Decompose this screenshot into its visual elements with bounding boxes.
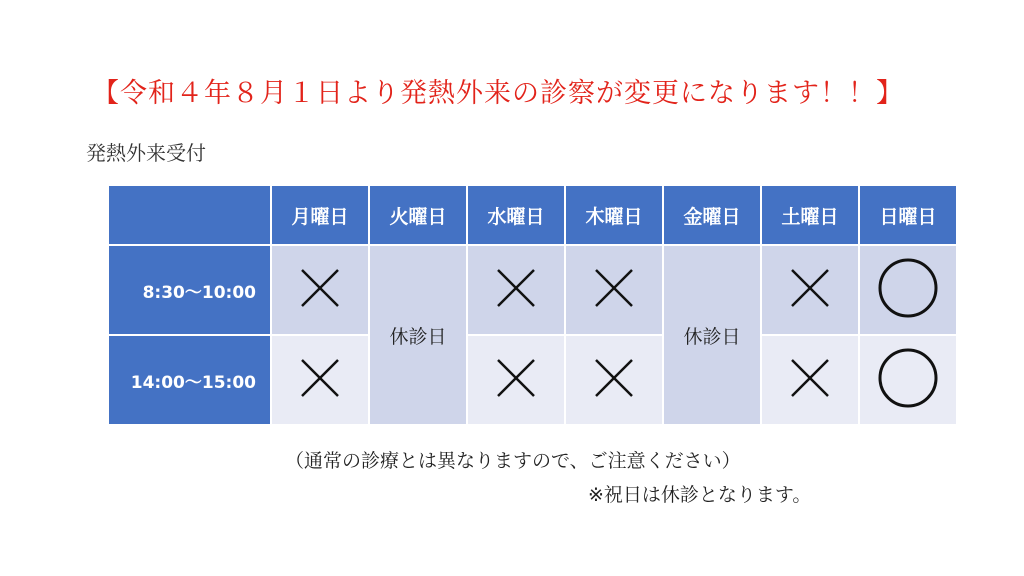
closed-cell-fri: 休診日 (663, 245, 761, 425)
slot-row-afternoon (108, 335, 957, 425)
cell-mon-afternoon (271, 335, 369, 425)
cross-shape (494, 266, 538, 310)
slot-time: 14:00～15:00 (108, 335, 271, 425)
day-header-tue: 火曜日 (369, 185, 467, 245)
circle-icon (876, 346, 940, 414)
slot-time: 8:30～10:00 (108, 245, 271, 335)
cell-mon-morning (271, 245, 369, 335)
cross-shape (592, 266, 636, 310)
cross-shape (788, 266, 832, 310)
day-header-wed: 水曜日 (467, 185, 565, 245)
cell-sun-afternoon (859, 335, 957, 425)
cell-thu-afternoon (565, 335, 663, 425)
cell-wed-morning (467, 245, 565, 335)
cell-sat-morning (761, 245, 859, 335)
holiday-note: ※祝日は休診となります。 (588, 484, 812, 506)
notice-note: （通常の診療とは異なりますので、ご注意ください） (285, 450, 741, 472)
slot-row-morning (108, 245, 957, 335)
cross-icon (298, 266, 342, 314)
day-header-thu: 木曜日 (565, 185, 663, 245)
circle-shape (876, 256, 940, 320)
cross-icon (298, 356, 342, 404)
cross-shape (298, 266, 342, 310)
day-header-sat: 土曜日 (761, 185, 859, 245)
notice-subtitle: 発熱外来受付 (86, 141, 206, 165)
cross-icon (592, 266, 636, 314)
day-header-mon: 月曜日 (271, 185, 369, 245)
corner-cell (108, 185, 271, 245)
cell-thu-morning (565, 245, 663, 335)
cross-icon (788, 356, 832, 404)
cell-wed-afternoon (467, 335, 565, 425)
cross-shape (298, 356, 342, 400)
header-row (108, 185, 957, 245)
cross-icon (788, 266, 832, 314)
cross-shape (788, 356, 832, 400)
day-header-sun: 日曜日 (859, 185, 957, 245)
cell-sun-morning (859, 245, 957, 335)
cross-shape (494, 356, 538, 400)
cross-icon (494, 266, 538, 314)
circle-shape (876, 346, 940, 410)
schedule-table (107, 184, 958, 426)
closed-cell-tue: 休診日 (369, 245, 467, 425)
cell-sat-afternoon (761, 335, 859, 425)
day-header-fri: 金曜日 (663, 185, 761, 245)
notice-title: 【令和４年８月１日より発熱外来の診察が変更になります！！】 (92, 78, 904, 109)
cross-shape (592, 356, 636, 400)
cross-icon (494, 356, 538, 404)
circle-icon (876, 256, 940, 324)
cross-icon (592, 356, 636, 404)
